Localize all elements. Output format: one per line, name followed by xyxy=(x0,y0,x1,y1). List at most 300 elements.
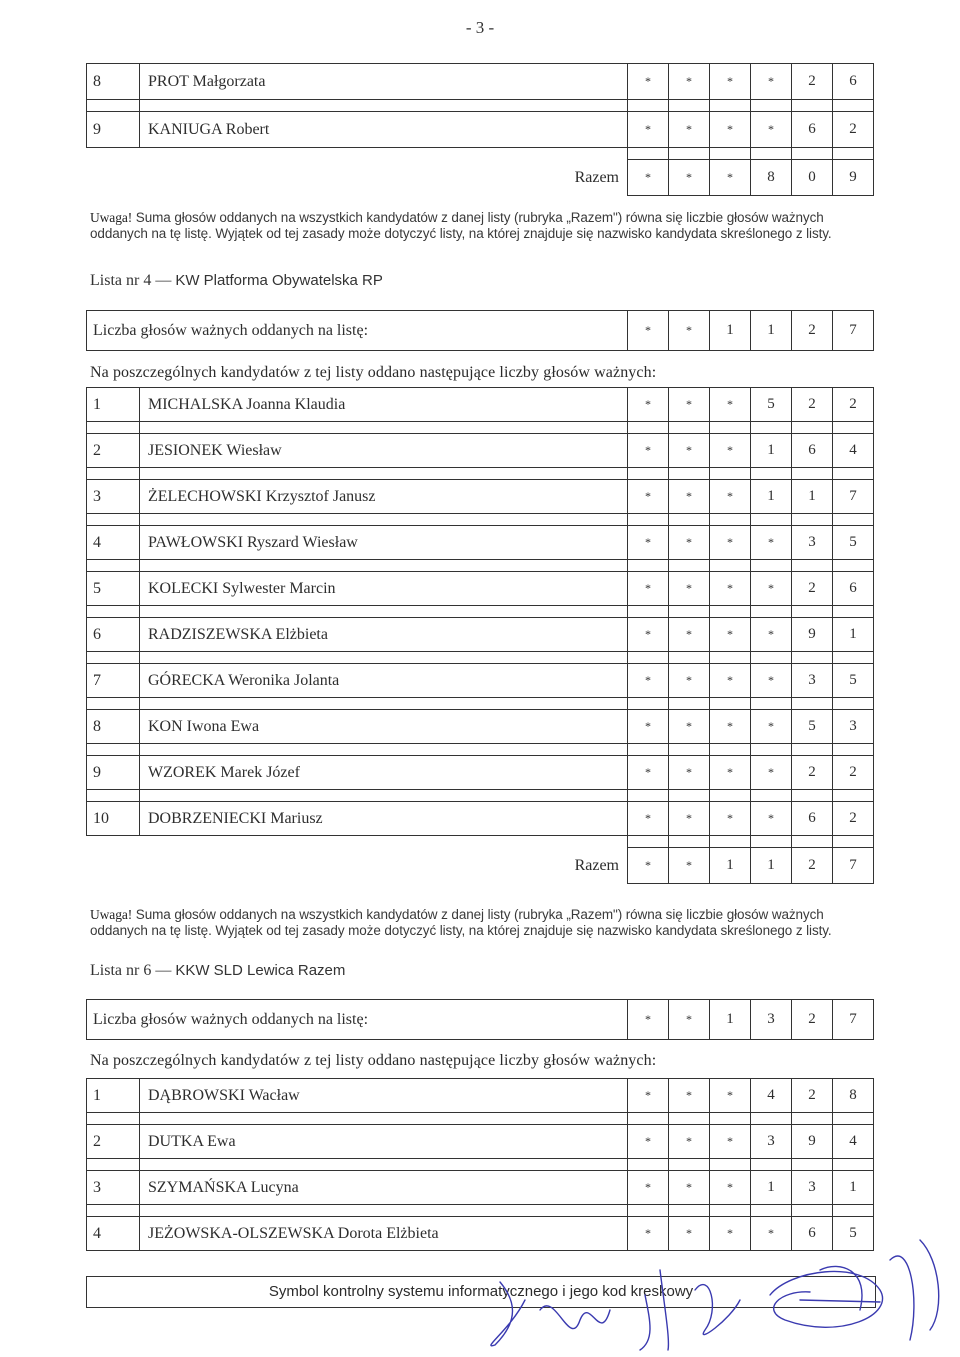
row-gap xyxy=(140,514,628,526)
row-gap xyxy=(628,836,669,848)
digit-cell: * xyxy=(751,526,792,560)
row-gap xyxy=(792,560,833,572)
digit-cell: 1 xyxy=(710,311,751,351)
row-gap xyxy=(87,148,140,160)
digit-cell: * xyxy=(628,1171,669,1205)
row-gap xyxy=(792,1159,833,1171)
digit-cell: 8 xyxy=(751,160,792,196)
candidate-number: 3 xyxy=(87,1171,140,1205)
digit-cell: 4 xyxy=(833,1125,874,1159)
digit-cell: * xyxy=(751,64,792,100)
table-row xyxy=(87,664,874,698)
row-gap xyxy=(140,836,628,848)
candidate-number: 1 xyxy=(87,388,140,422)
row-gap xyxy=(669,148,710,160)
digit-cell: * xyxy=(669,64,710,100)
digit-cell: 7 xyxy=(833,1000,874,1040)
row-gap xyxy=(669,422,710,434)
digit-cell: 1 xyxy=(751,311,792,351)
list-number: Lista nr 4 — xyxy=(90,272,172,289)
row-gap xyxy=(87,652,140,664)
digit-cell: 2 xyxy=(792,756,833,790)
note-text: Suma głosów oddanych na wszystkich kandydatów z danej listy (rubryka „Razem") równa się liczbie głosów ważnych oddanych na tę listę. Wyjątek od tej zasady może dotyczyć listy, na której znajduje się nazwisko kandydata skreślonego z listy. xyxy=(90,907,832,938)
party-name: KW Platforma Obywatelska RP xyxy=(175,272,383,289)
note-prefix: Uwaga! xyxy=(90,907,133,922)
row-gap xyxy=(669,100,710,112)
digit-cell: 2 xyxy=(792,64,833,100)
table-row xyxy=(87,480,874,514)
row-gap xyxy=(833,514,874,526)
digit-cell: * xyxy=(710,112,751,148)
digit-cell: * xyxy=(710,434,751,468)
digit-cell: * xyxy=(628,848,669,884)
row-gap xyxy=(710,560,751,572)
digit-cell: 2 xyxy=(833,756,874,790)
row-gap xyxy=(751,836,792,848)
digit-cell: 2 xyxy=(792,311,833,351)
digit-cell: * xyxy=(710,1079,751,1113)
row-gap xyxy=(710,836,751,848)
digit-cell: * xyxy=(628,160,669,196)
row-gap xyxy=(628,744,669,756)
table-row xyxy=(87,756,874,790)
signature-stroke xyxy=(890,1240,939,1340)
candidate-number: 7 xyxy=(87,664,140,698)
digit-cell: * xyxy=(669,1171,710,1205)
candidate-number: 8 xyxy=(87,64,140,100)
row-gap xyxy=(669,606,710,618)
candidate-name: JESIONEK Wiesław xyxy=(140,434,628,468)
row-gap xyxy=(87,790,140,802)
handwritten-signatures xyxy=(440,1200,960,1357)
digit-cell: 2 xyxy=(792,1079,833,1113)
row-gap xyxy=(140,1159,628,1171)
candidate-name: GÓRECKA Weronika Jolanta xyxy=(140,664,628,698)
digit-cell: 0 xyxy=(792,160,833,196)
row-gap xyxy=(710,422,751,434)
candidate-name: RADZISZEWSKA Elżbieta xyxy=(140,618,628,652)
list-6-valid-votes xyxy=(86,999,874,1040)
candidate-name: KON Iwona Ewa xyxy=(140,710,628,744)
note-1 xyxy=(90,210,875,242)
digit-cell: 3 xyxy=(792,664,833,698)
row-gap xyxy=(751,698,792,710)
list-4-valid-votes xyxy=(86,310,874,351)
row-gap xyxy=(833,560,874,572)
row-gap xyxy=(710,698,751,710)
row-gap xyxy=(628,790,669,802)
page-number: - 3 - xyxy=(465,18,495,37)
digit-cell: * xyxy=(710,618,751,652)
row-gap xyxy=(710,100,751,112)
row-gap xyxy=(669,744,710,756)
candidate-name: JEŻOWSKA-OLSZEWSKA Dorota Elżbieta xyxy=(140,1217,628,1251)
digit-cell: 1 xyxy=(710,1000,751,1040)
digit-cell: 3 xyxy=(833,710,874,744)
row-gap xyxy=(628,698,669,710)
note-text: Suma głosów oddanych na wszystkich kandydatów z danej listy (rubryka „Razem") równa się liczbie głosów ważnych oddanych na tę listę. Wyjątek od tej zasady może dotyczyć listy, na której znajduje się nazwisko kandydata skreślonego z listy. xyxy=(90,210,832,241)
digit-cell: * xyxy=(669,1125,710,1159)
candidate-number: 5 xyxy=(87,572,140,606)
row-gap xyxy=(833,744,874,756)
list-6-header xyxy=(90,962,345,980)
digit-cell: * xyxy=(751,618,792,652)
row-gap xyxy=(833,652,874,664)
digit-cell: * xyxy=(628,64,669,100)
row-gap xyxy=(710,652,751,664)
row-gap xyxy=(833,836,874,848)
digit-cell: * xyxy=(628,434,669,468)
row-gap xyxy=(140,422,628,434)
digit-cell: 4 xyxy=(751,1079,792,1113)
digit-cell: 2 xyxy=(833,802,874,836)
candidate-number: 4 xyxy=(87,526,140,560)
digit-cell: * xyxy=(710,480,751,514)
digit-cell: * xyxy=(669,756,710,790)
candidate-number: 4 xyxy=(87,1217,140,1251)
digit-cell: * xyxy=(669,1000,710,1040)
row-gap xyxy=(833,422,874,434)
row-gap xyxy=(140,148,628,160)
digit-cell: * xyxy=(710,664,751,698)
row-gap xyxy=(751,560,792,572)
digit-cell: * xyxy=(669,618,710,652)
row-gap xyxy=(792,606,833,618)
digit-cell: * xyxy=(669,710,710,744)
row-gap xyxy=(710,514,751,526)
note-2 xyxy=(90,907,875,939)
candidate-number: 9 xyxy=(87,756,140,790)
row-gap xyxy=(792,422,833,434)
list-4-candidates-heading: Na poszczególnych kandydatów z tej listy oddano następujące liczby głosów ważnych: xyxy=(90,364,657,381)
row-gap xyxy=(792,148,833,160)
digit-cell: * xyxy=(628,572,669,606)
candidate-name: PAWŁOWSKI Ryszard Wiesław xyxy=(140,526,628,560)
candidate-number: 6 xyxy=(87,618,140,652)
digit-cell: * xyxy=(669,388,710,422)
row-gap xyxy=(87,468,140,480)
row-gap xyxy=(87,698,140,710)
table-row xyxy=(87,1125,874,1159)
digit-cell: * xyxy=(628,311,669,351)
row-gap xyxy=(710,606,751,618)
row-gap xyxy=(669,560,710,572)
digit-cell: 5 xyxy=(833,526,874,560)
row-gap xyxy=(140,698,628,710)
digit-cell: 2 xyxy=(792,388,833,422)
row-gap xyxy=(140,100,628,112)
candidate-name: DOBRZENIECKI Mariusz xyxy=(140,802,628,836)
candidate-number: 3 xyxy=(87,480,140,514)
row-gap xyxy=(669,1159,710,1171)
party-name: KKW SLD Lewica Razem xyxy=(175,962,346,979)
digit-cell: * xyxy=(669,848,710,884)
digit-cell: * xyxy=(628,1079,669,1113)
row-gap xyxy=(792,100,833,112)
digit-cell: * xyxy=(710,710,751,744)
digit-cell: * xyxy=(710,160,751,196)
digit-cell: * xyxy=(628,112,669,148)
digit-cell: * xyxy=(710,1125,751,1159)
candidate-name: KOLECKI Sylwester Marcin xyxy=(140,572,628,606)
digit-cell: 6 xyxy=(833,572,874,606)
digit-cell: 2 xyxy=(792,572,833,606)
candidate-name: DUTKA Ewa xyxy=(140,1125,628,1159)
digit-cell: * xyxy=(751,1217,792,1251)
digit-cell: * xyxy=(751,710,792,744)
digit-cell: 1 xyxy=(751,480,792,514)
row-gap xyxy=(669,698,710,710)
row-gap xyxy=(669,514,710,526)
digit-cell: 3 xyxy=(751,1000,792,1040)
candidate-number: 9 xyxy=(87,112,140,148)
digit-cell: * xyxy=(628,480,669,514)
digit-cell: 6 xyxy=(792,434,833,468)
row-gap xyxy=(751,606,792,618)
digit-cell: * xyxy=(669,572,710,606)
row-gap xyxy=(751,744,792,756)
digit-cell: 1 xyxy=(751,1171,792,1205)
digit-cell: 6 xyxy=(792,802,833,836)
row-gap xyxy=(710,148,751,160)
top-candidates-table xyxy=(86,63,874,196)
digit-cell: 5 xyxy=(833,1217,874,1251)
row-gap xyxy=(833,1113,874,1125)
row-gap xyxy=(751,468,792,480)
candidate-name: WZOREK Marek Józef xyxy=(140,756,628,790)
digit-cell: 1 xyxy=(751,848,792,884)
row-gap xyxy=(792,652,833,664)
row-gap xyxy=(710,1159,751,1171)
digit-cell: * xyxy=(669,1217,710,1251)
table-row xyxy=(87,1079,874,1113)
row-gap xyxy=(792,514,833,526)
digit-cell: 5 xyxy=(792,710,833,744)
signature-stroke xyxy=(800,1266,880,1310)
digit-cell: 5 xyxy=(751,388,792,422)
digit-cell: * xyxy=(710,1217,751,1251)
digit-cell: 7 xyxy=(833,480,874,514)
table-row xyxy=(87,64,874,100)
digit-cell: * xyxy=(669,664,710,698)
row-gap xyxy=(833,698,874,710)
row-gap xyxy=(140,468,628,480)
digit-cell: 3 xyxy=(792,1171,833,1205)
digit-cell: 2 xyxy=(833,388,874,422)
row-gap xyxy=(628,148,669,160)
row-gap xyxy=(140,1113,628,1125)
candidate-number: 8 xyxy=(87,710,140,744)
row-gap xyxy=(751,148,792,160)
row-gap xyxy=(833,468,874,480)
list-4-header xyxy=(90,272,383,290)
digit-cell: 5 xyxy=(833,664,874,698)
digit-cell: 7 xyxy=(833,311,874,351)
list-4-candidates-table xyxy=(86,387,874,884)
candidate-number: 2 xyxy=(87,1125,140,1159)
row-gap xyxy=(751,652,792,664)
digit-cell: * xyxy=(751,664,792,698)
digit-cell: 4 xyxy=(833,434,874,468)
row-gap xyxy=(792,468,833,480)
digit-cell: 1 xyxy=(751,434,792,468)
digit-cell: * xyxy=(710,388,751,422)
row-gap xyxy=(669,468,710,480)
row-gap xyxy=(669,836,710,848)
digit-cell: * xyxy=(628,526,669,560)
digit-cell: 8 xyxy=(833,1079,874,1113)
table-row xyxy=(87,434,874,468)
digit-cell: * xyxy=(751,572,792,606)
valid-votes-label: Liczba głosów ważnych oddanych na listę: xyxy=(87,1000,628,1040)
digit-cell: 1 xyxy=(792,480,833,514)
candidate-name: DĄBROWSKI Wacław xyxy=(140,1079,628,1113)
digit-cell: * xyxy=(669,112,710,148)
table-row xyxy=(87,710,874,744)
digit-cell: * xyxy=(628,664,669,698)
row-gap xyxy=(628,514,669,526)
valid-votes-row xyxy=(87,311,874,351)
table-row xyxy=(87,572,874,606)
digit-cell: * xyxy=(710,64,751,100)
row-gap xyxy=(751,1159,792,1171)
digit-cell: * xyxy=(628,618,669,652)
row-gap xyxy=(751,1113,792,1125)
digit-cell: 6 xyxy=(792,1217,833,1251)
digit-cell: * xyxy=(710,526,751,560)
row-gap xyxy=(628,422,669,434)
row-gap xyxy=(628,468,669,480)
row-gap xyxy=(140,560,628,572)
row-gap xyxy=(87,606,140,618)
signature-stroke xyxy=(491,1282,525,1346)
row-gap xyxy=(87,560,140,572)
row-gap xyxy=(87,1159,140,1171)
digit-cell: 2 xyxy=(792,1000,833,1040)
digit-cell: * xyxy=(710,756,751,790)
row-gap xyxy=(669,652,710,664)
row-gap xyxy=(669,1113,710,1125)
digit-cell: * xyxy=(751,112,792,148)
digit-cell: 6 xyxy=(792,112,833,148)
row-gap xyxy=(751,514,792,526)
row-gap xyxy=(628,100,669,112)
row-gap xyxy=(710,790,751,802)
row-gap xyxy=(87,1113,140,1125)
signature-stroke xyxy=(695,1285,740,1335)
row-gap xyxy=(792,744,833,756)
row-gap xyxy=(628,652,669,664)
row-gap xyxy=(87,744,140,756)
note-prefix: Uwaga! xyxy=(90,210,133,225)
row-gap xyxy=(751,790,792,802)
digit-cell: 3 xyxy=(751,1125,792,1159)
row-gap xyxy=(140,744,628,756)
razem-row xyxy=(87,160,874,196)
candidate-name: MICHALSKA Joanna Klaudia xyxy=(140,388,628,422)
row-gap xyxy=(751,422,792,434)
list-6-candidates-heading: Na poszczególnych kandydatów z tej listy oddano następujące liczby głosów ważnych: xyxy=(90,1052,657,1069)
row-gap xyxy=(710,468,751,480)
digit-cell: 9 xyxy=(792,618,833,652)
table-row xyxy=(87,388,874,422)
table-row xyxy=(87,618,874,652)
digit-cell: * xyxy=(669,434,710,468)
digit-cell: 7 xyxy=(833,848,874,884)
signature-stroke xyxy=(770,1271,883,1327)
row-gap xyxy=(751,100,792,112)
row-gap xyxy=(833,100,874,112)
row-gap xyxy=(87,514,140,526)
digit-cell: * xyxy=(669,160,710,196)
row-gap xyxy=(710,744,751,756)
digit-cell: * xyxy=(628,388,669,422)
row-gap xyxy=(140,606,628,618)
digit-cell: * xyxy=(669,311,710,351)
signature-stroke xyxy=(540,1306,610,1329)
candidate-name: ŻELECHOWSKI Krzysztof Janusz xyxy=(140,480,628,514)
list-number: Lista nr 6 — xyxy=(90,962,172,979)
digit-cell: * xyxy=(710,572,751,606)
digit-cell: 9 xyxy=(792,1125,833,1159)
row-gap xyxy=(140,652,628,664)
valid-votes-row xyxy=(87,1000,874,1040)
row-gap xyxy=(669,790,710,802)
digit-cell: * xyxy=(669,802,710,836)
digit-cell: * xyxy=(628,1000,669,1040)
row-gap xyxy=(87,1205,140,1217)
digit-cell: * xyxy=(751,756,792,790)
row-gap xyxy=(710,1113,751,1125)
row-gap xyxy=(140,790,628,802)
row-gap xyxy=(792,1113,833,1125)
row-gap xyxy=(628,1159,669,1171)
digit-cell: * xyxy=(628,802,669,836)
digit-cell: * xyxy=(669,480,710,514)
row-gap xyxy=(628,606,669,618)
valid-votes-label: Liczba głosów ważnych oddanych na listę: xyxy=(87,311,628,351)
candidate-number: 1 xyxy=(87,1079,140,1113)
digit-cell: 3 xyxy=(792,526,833,560)
row-gap xyxy=(792,698,833,710)
digit-cell: * xyxy=(628,1125,669,1159)
digit-cell: * xyxy=(710,1171,751,1205)
row-gap xyxy=(87,100,140,112)
row-gap xyxy=(628,560,669,572)
row-gap xyxy=(792,790,833,802)
digit-cell: 1 xyxy=(833,618,874,652)
razem-label: Razem xyxy=(574,856,619,874)
candidate-number: 2 xyxy=(87,434,140,468)
digit-cell: * xyxy=(751,802,792,836)
candidate-name: PROT Małgorzata xyxy=(140,64,628,100)
digit-cell: * xyxy=(669,526,710,560)
digit-cell: * xyxy=(669,1079,710,1113)
row-gap xyxy=(833,790,874,802)
digit-cell: * xyxy=(628,756,669,790)
razem-label: Razem xyxy=(574,168,619,186)
razem-row xyxy=(87,848,874,884)
row-gap xyxy=(87,422,140,434)
digit-cell: 1 xyxy=(710,848,751,884)
row-gap xyxy=(833,606,874,618)
digit-cell: * xyxy=(628,1217,669,1251)
candidate-name: SZYMAŃSKA Lucyna xyxy=(140,1171,628,1205)
digit-cell: 1 xyxy=(833,1171,874,1205)
table-row xyxy=(87,526,874,560)
digit-cell: 2 xyxy=(833,112,874,148)
digit-cell: * xyxy=(628,710,669,744)
